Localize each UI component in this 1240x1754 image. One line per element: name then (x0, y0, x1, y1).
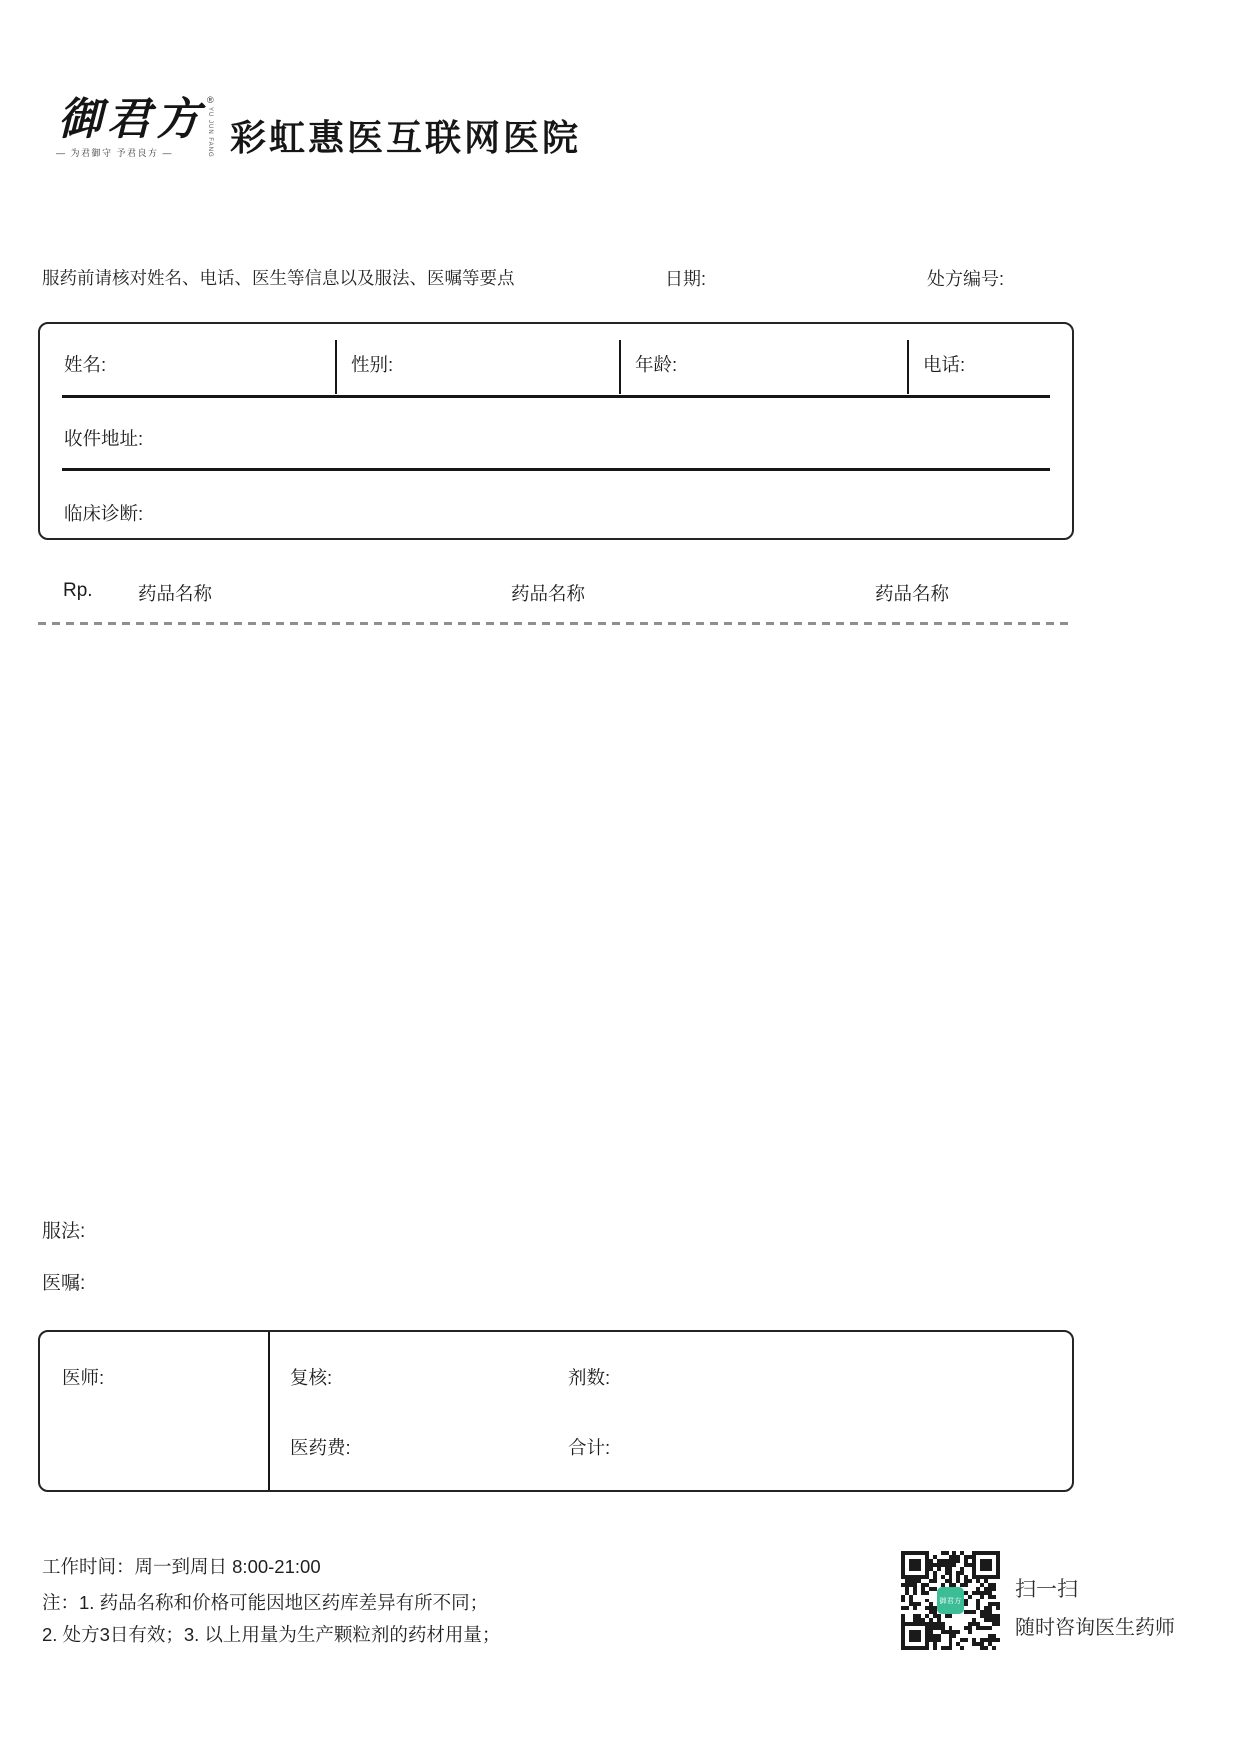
drug-name-column-header: 药品名称 (875, 583, 950, 604)
physician-label: 医师: (62, 1367, 105, 1388)
rp-header-row (38, 580, 1074, 606)
verification-notice: 服药前请核对姓名、电话、医生等信息以及服法、医嘱等要点 (42, 268, 515, 288)
column-divider (268, 1332, 270, 1490)
brand-logo-mark (207, 96, 214, 158)
drug-name-column-header: 药品名称 (511, 583, 586, 604)
usage-label: 服法: (42, 1221, 86, 1242)
brand-logo-pinyin: YU JUN FANG (207, 107, 213, 158)
fee-label: 医药费: (290, 1437, 351, 1458)
review-label: 复核: (290, 1367, 333, 1388)
rp-label: Rp. (63, 580, 93, 601)
registered-trademark-icon: ® (207, 95, 214, 105)
patient-info-box (38, 322, 1074, 540)
footer-note-1: 注：1. 药品名称和价格可能因地区药库差异有所不同； (42, 1592, 489, 1613)
row-divider (62, 468, 1050, 471)
working-hours: 工作时间：周一到周日 8:00-21:00 (42, 1556, 321, 1577)
column-divider (335, 340, 337, 394)
column-divider (619, 340, 621, 394)
footer-note-2: 2. 处方3日有效；3. 以上用量为生产颗粒剂的药材用量； (42, 1624, 501, 1645)
name-label: 姓名: (64, 354, 107, 375)
brand-logo-text: 御君方 (58, 94, 205, 145)
qr-scan-title: 扫一扫 (1015, 1578, 1078, 1601)
qr-scan-subtitle: 随时咨询医生药师 (1015, 1617, 1175, 1639)
diagnosis-label: 临床诊断: (64, 503, 144, 524)
column-divider (907, 340, 909, 394)
signoff-box (38, 1330, 1074, 1492)
gender-label: 性别: (351, 354, 394, 375)
total-label: 合计: (568, 1437, 611, 1458)
rp-divider-dashed-line (38, 622, 1074, 625)
row-divider (62, 395, 1050, 398)
address-label: 收件地址: (64, 428, 144, 449)
drug-name-column-header: 药品名称 (138, 583, 213, 604)
doses-label: 剂数: (568, 1367, 611, 1388)
qr-center-logo: 御君方 (937, 1587, 964, 1614)
hospital-name: 彩虹惠医互联网医院 (230, 117, 582, 158)
date-label: 日期: (665, 269, 707, 289)
age-label: 年龄: (635, 354, 678, 375)
phone-label: 电话: (923, 354, 966, 375)
advice-label: 医嘱: (42, 1273, 86, 1294)
brand-tagline: — 为君御守 予君良方 — (56, 148, 174, 158)
rx-number-label: 处方编号: (927, 269, 1005, 289)
